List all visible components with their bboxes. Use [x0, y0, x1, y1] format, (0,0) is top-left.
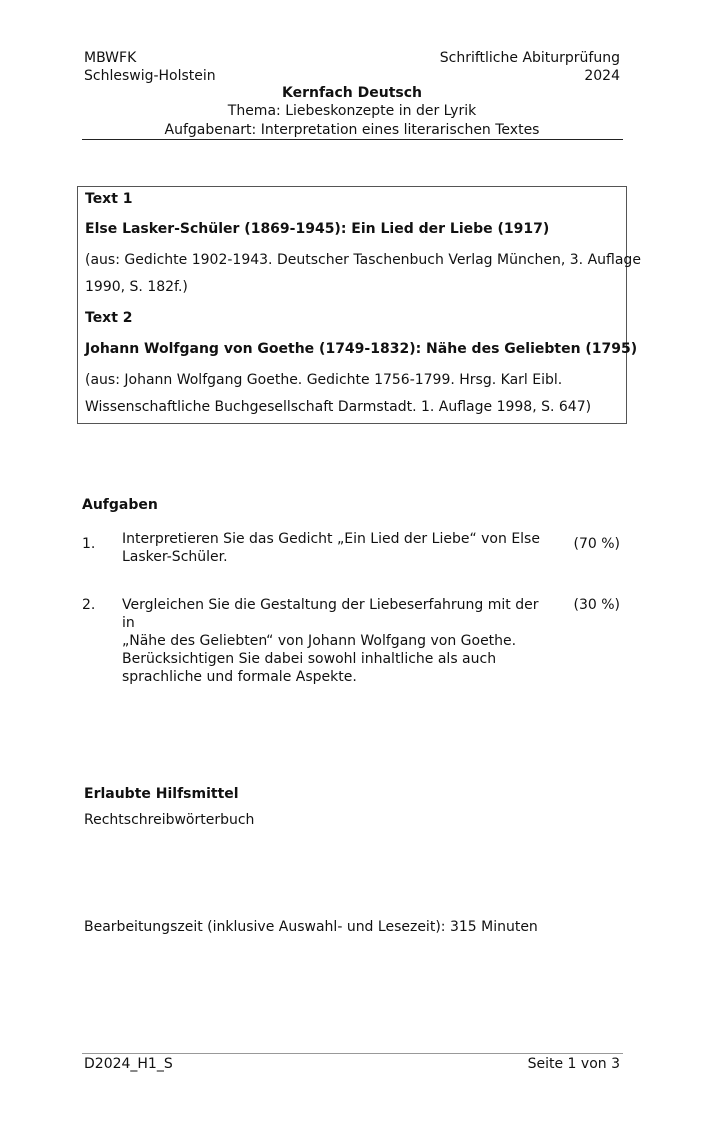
theme-line: Thema: Liebeskonzepte in der Lyrik	[227, 103, 477, 119]
task-weight: (30 %)	[573, 597, 620, 613]
task-text	[122, 596, 542, 686]
text2-label: Text 2	[85, 310, 133, 326]
text-sources-box	[77, 186, 641, 424]
task-type-line: Aufgabenart: Interpretation eines literarischen Textes	[164, 122, 540, 138]
text2-source: Wissenschaftliche Buchgesellschaft Darmstadt. 1. Auflage 1998, S. 647)	[85, 399, 592, 415]
header-left	[84, 49, 216, 85]
task-text-line: Lasker-Schüler.	[122, 549, 228, 565]
task-text-line: Interpretieren Sie das Gedicht „Ein Lied der Liebe“ von Else	[122, 531, 540, 547]
header-right	[440, 49, 620, 85]
ministry-abbrev: MBWFK	[84, 50, 137, 66]
task-text-line: sprachliche und formale Aspekte.	[122, 669, 357, 685]
task-text-line: Berücksichtigen Sie dabei sowohl inhaltliche als auch	[122, 651, 497, 667]
task-number: 2.	[82, 597, 96, 613]
page-title: Kernfach Deutsch	[281, 85, 423, 101]
text2-source: (aus: Johann Wolfgang Goethe. Gedichte 1756-1799. Hrsg. Karl Eibl.	[85, 372, 563, 388]
text1-heading: Else Lasker-Schüler (1869-1945): Ein Lied der Liebe (1917)	[85, 221, 550, 237]
state-name: Schleswig-Holstein	[84, 68, 216, 84]
task-text	[122, 530, 542, 566]
exam-year: 2024	[584, 68, 620, 84]
task-text-line: Vergleichen Sie die Gestaltung der Liebeserfahrung mit der in	[122, 597, 539, 631]
exam-name: Schriftliche Abiturprüfung	[439, 50, 620, 66]
text1-source: (aus: Gedichte 1902-1943. Deutscher Taschenbuch Verlag München, 3. Auflage	[85, 252, 641, 268]
working-time: Bearbeitungszeit (inklusive Auswahl- und Lesezeit): 315 Minuten	[84, 919, 538, 935]
text2-heading: Johann Wolfgang von Goethe (1749-1832): Nähe des Geliebten (1795)	[85, 341, 638, 357]
task-weight: (70 %)	[573, 536, 620, 552]
footer-divider	[82, 1053, 623, 1054]
page-number: Seite 1 von 3	[527, 1056, 620, 1072]
text1-label: Text 1	[85, 191, 133, 207]
task-number: 1.	[82, 536, 96, 552]
task-text-line: „Nähe des Geliebten“ von Johann Wolfgang von Goethe.	[122, 633, 517, 649]
header-divider	[82, 139, 623, 140]
aids-heading: Erlaubte Hilfsmittel	[84, 786, 239, 802]
text1-source: 1990, S. 182f.)	[85, 279, 188, 295]
tasks-heading: Aufgaben	[82, 497, 158, 513]
aids-text: Rechtschreibwörterbuch	[84, 812, 255, 828]
document-code: D2024_H1_S	[84, 1056, 173, 1072]
